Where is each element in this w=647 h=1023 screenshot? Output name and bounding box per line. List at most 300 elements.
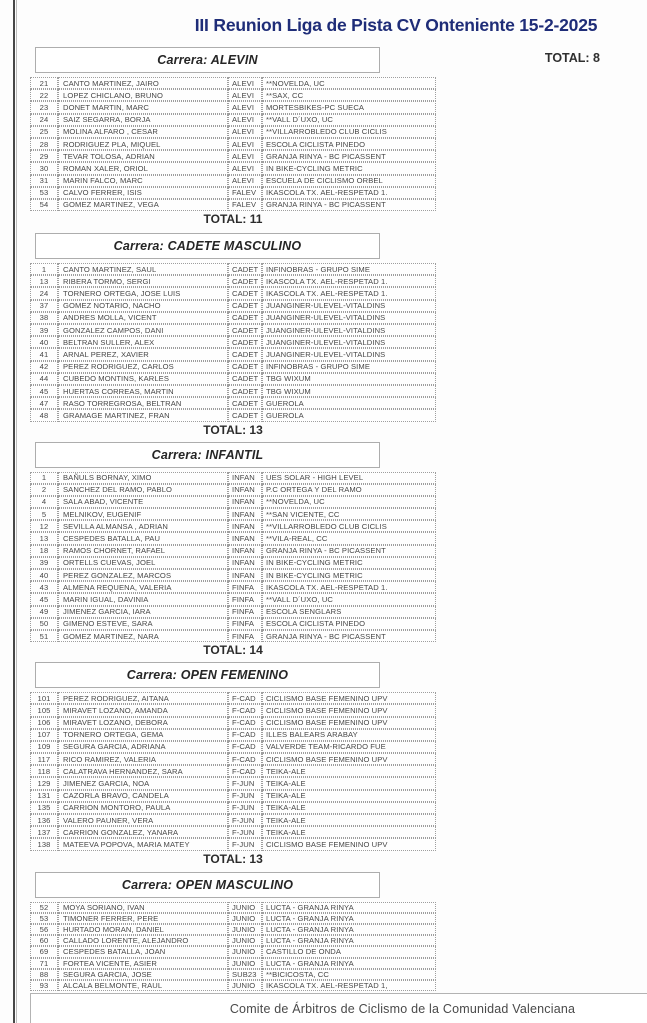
rider-number: 24 bbox=[30, 114, 58, 126]
rider-team: INFINOBRAS - GRUPO SIME bbox=[262, 263, 436, 275]
rider-name: RASO TORREGROSA, BELTRAN bbox=[58, 397, 228, 409]
section-total-label: TOTAL: 13 bbox=[203, 851, 263, 866]
rider-category: FINFA bbox=[228, 581, 262, 593]
rider-team: **NOVELDA, UC bbox=[262, 77, 436, 89]
rider-name: MATEEVA POPOVA, MARIA MATEY bbox=[58, 838, 228, 850]
rider-category: CADET bbox=[228, 324, 262, 336]
rider-team: JUANGINER-ULEVEL-VITALDINS bbox=[262, 324, 436, 336]
rider-number: 12 bbox=[30, 520, 58, 532]
rider-name: GRAMAGE MARTINEZ, FRAN bbox=[58, 409, 228, 421]
rider-team: LUCTA - GRANJA RINYA bbox=[262, 958, 436, 969]
rider-name: CANTO MARTINEZ, SAUL bbox=[58, 263, 228, 275]
rider-name: SALA ABAD, VICENTE bbox=[58, 496, 228, 508]
rider-row bbox=[30, 980, 436, 991]
race-header-label: Carrera: CADETE MASCULINO bbox=[113, 239, 302, 254]
rider-category: F-JUN bbox=[228, 802, 262, 814]
rider-number: 56 bbox=[30, 924, 58, 935]
rider-number: 52 bbox=[30, 902, 58, 913]
rider-number: 48 bbox=[30, 409, 58, 421]
rider-category: CADET bbox=[228, 336, 262, 348]
rider-name: RODRIGUEZ PLA, MIQUEL bbox=[58, 138, 228, 150]
race-header-box bbox=[35, 233, 380, 259]
rider-row bbox=[30, 496, 436, 508]
rider-number: 13 bbox=[30, 275, 58, 287]
rider-number: 42 bbox=[30, 361, 58, 373]
race-section bbox=[0, 233, 647, 435]
rider-number: 39 bbox=[30, 557, 58, 569]
footer-bar bbox=[30, 993, 647, 1023]
rider-team: IKASCOLA TX. AEL-RESPETAD 1, bbox=[262, 980, 436, 991]
rider-name: MIRAVET LOZANO, DEBORA bbox=[58, 717, 228, 729]
rider-team: P.C ORTEGA Y DEL RAMO bbox=[262, 484, 436, 496]
rider-row bbox=[30, 924, 436, 935]
rider-team: MORTESBIKES-PC SUECA bbox=[262, 101, 436, 113]
rider-row bbox=[30, 287, 436, 299]
rider-team: GRANJA RINYA - BC PICASSENT bbox=[262, 150, 436, 162]
race-header-box bbox=[35, 662, 380, 688]
rider-row bbox=[30, 324, 436, 336]
rider-row bbox=[30, 484, 436, 496]
rider-name: TORNERO ORTEGA, JOSE LUIS bbox=[58, 287, 228, 299]
rider-team: CICLISMO BASE FEMENINO UPV bbox=[262, 753, 436, 765]
document-title: III Reunion Liga de Pista CV Onteniente 15-2-2025 bbox=[194, 15, 598, 35]
rider-category: CADET bbox=[228, 275, 262, 287]
rider-name: ALCALA BELMONTE, RAUL bbox=[58, 980, 228, 991]
rider-team: **VILLARROBLEDO CLUB CICLIS bbox=[262, 520, 436, 532]
rider-name: CUBEDO MONTINS, KARLES bbox=[58, 373, 228, 385]
rider-name: SEGURA GARCIA, JOSE bbox=[58, 969, 228, 980]
rider-row bbox=[30, 741, 436, 753]
rider-team: ESCOLA CICLISTA PINEDO bbox=[262, 138, 436, 150]
rider-name: CARRION MONTORO, PAULA bbox=[58, 802, 228, 814]
rider-team: ESCOLA CICLISTA PINEDO bbox=[262, 618, 436, 630]
rider-team: **VALL D´UXO, UC bbox=[262, 114, 436, 126]
rider-number: 22 bbox=[30, 89, 58, 101]
rider-name: SANCHEZ DEL RAMO, PABLO bbox=[58, 484, 228, 496]
rider-row bbox=[30, 569, 436, 581]
race-header-label: Carrera: ALEVIN bbox=[157, 53, 258, 67]
race-header-box bbox=[35, 442, 380, 468]
rider-number: 47 bbox=[30, 397, 58, 409]
rider-category: F-CAD bbox=[228, 729, 262, 741]
rider-name: FORTEA VICENTE, ASIER bbox=[58, 958, 228, 969]
rider-team: CICLISMO BASE FEMENINO UPV bbox=[262, 704, 436, 716]
rider-team: **SAX, CC bbox=[262, 89, 436, 101]
rider-number: 106 bbox=[30, 717, 58, 729]
rider-category: FINFA bbox=[228, 618, 262, 630]
rider-category: ALEVI bbox=[228, 126, 262, 138]
rider-number: 53 bbox=[30, 187, 58, 199]
rider-name: ALMENA REQUENA, VALERIA bbox=[58, 581, 228, 593]
race-header-box bbox=[35, 872, 380, 898]
rider-name: CANTO MARTINEZ, JAIRO bbox=[58, 77, 228, 89]
rider-number: 30 bbox=[30, 162, 58, 174]
rider-name: PEREZ GONZALEZ, MARCOS bbox=[58, 569, 228, 581]
rider-name: RAMOS CHORNET, RAFAEL bbox=[58, 545, 228, 557]
rider-name: VALERO PAUNER, VERA bbox=[58, 814, 228, 826]
rider-team: **BICICOSTA, CC bbox=[262, 969, 436, 980]
rider-row bbox=[30, 581, 436, 593]
rider-number: 1 bbox=[30, 263, 58, 275]
footer-text: Comite de Árbitros de Ciclismo de la Comunidad Valenciana bbox=[229, 1002, 576, 1016]
rider-number: 71 bbox=[30, 958, 58, 969]
race-section bbox=[0, 47, 647, 225]
rider-category: JUNIO bbox=[228, 902, 262, 913]
rider-team: JUANGINER-ULEVEL-VITALDINS bbox=[262, 312, 436, 324]
scan-edge-line-light bbox=[16, 0, 17, 1023]
rider-name: CALVO FERRER, ISIS bbox=[58, 187, 228, 199]
rider-team: **NOVELDA, UC bbox=[262, 496, 436, 508]
rider-row bbox=[30, 199, 436, 211]
rider-row bbox=[30, 361, 436, 373]
rider-row bbox=[30, 348, 436, 360]
rider-number: 45 bbox=[30, 385, 58, 397]
rider-team: GRANJA RINYA - BC PICASSENT bbox=[262, 545, 436, 557]
rider-team: IKASCOLA TX. AEL-RESPETAD 1. bbox=[262, 581, 436, 593]
rider-name: SEVILLA ALMANSA , ADRIAN bbox=[58, 520, 228, 532]
rider-category: CADET bbox=[228, 385, 262, 397]
rider-category: F-JUN bbox=[228, 790, 262, 802]
rider-number: 31 bbox=[30, 175, 58, 187]
rider-row bbox=[30, 958, 436, 969]
rider-row bbox=[30, 114, 436, 126]
race-section bbox=[0, 872, 647, 992]
rider-number: 53 bbox=[30, 913, 58, 924]
rider-row bbox=[30, 162, 436, 174]
rider-team: UES SOLAR - HIGH LEVEL bbox=[262, 472, 436, 484]
rider-name: RICO RAMIREZ, VALERIA bbox=[58, 753, 228, 765]
rider-number: 41 bbox=[30, 348, 58, 360]
rider-row bbox=[30, 373, 436, 385]
rider-number: 2 bbox=[30, 484, 58, 496]
rider-row bbox=[30, 593, 436, 605]
section-total-label: TOTAL: 14 bbox=[203, 643, 263, 658]
rider-team: ESCUELA DE CICLISMO ORBEL bbox=[262, 175, 436, 187]
rider-row bbox=[30, 802, 436, 814]
rider-category: ALEVI bbox=[228, 89, 262, 101]
rider-name: GIMENO ESTEVE, SARA bbox=[58, 618, 228, 630]
rider-team: TEIKA-ALE bbox=[262, 826, 436, 838]
rider-name: LOPEZ CHICLANO, BRUNO bbox=[58, 89, 228, 101]
rider-team: CICLISMO BASE FEMENINO UPV bbox=[262, 838, 436, 850]
rider-number: 28 bbox=[30, 138, 58, 150]
rider-category: F-JUN bbox=[228, 826, 262, 838]
rider-category: F-CAD bbox=[228, 692, 262, 704]
riders-table bbox=[30, 692, 436, 850]
rider-number: 107 bbox=[30, 729, 58, 741]
rider-name: RIBERA TORMO, SERGI bbox=[58, 275, 228, 287]
rider-category: INFAN bbox=[228, 545, 262, 557]
rider-category: F-JUN bbox=[228, 777, 262, 789]
rider-row bbox=[30, 397, 436, 409]
rider-category: CADET bbox=[228, 397, 262, 409]
rider-number: 45 bbox=[30, 593, 58, 605]
rider-category: ALEVI bbox=[228, 114, 262, 126]
rider-name: PEREZ RODRIGUEZ, CARLOS bbox=[58, 361, 228, 373]
rider-name: CALATRAVA HERNANDEZ, SARA bbox=[58, 765, 228, 777]
rider-row bbox=[30, 704, 436, 716]
rider-row bbox=[30, 175, 436, 187]
rider-number: 60 bbox=[30, 935, 58, 946]
rider-number: 13 bbox=[30, 532, 58, 544]
rider-name: CARRION GONZALEZ, YANARA bbox=[58, 826, 228, 838]
rider-row bbox=[30, 618, 436, 630]
rider-category: F-CAD bbox=[228, 717, 262, 729]
rider-team: TEIKA-ALE bbox=[262, 814, 436, 826]
rider-row bbox=[30, 312, 436, 324]
rider-team: ESCOLA SENGLARS bbox=[262, 606, 436, 618]
rider-name: ANDRES MOLLA, VICENT bbox=[58, 312, 228, 324]
riders-table bbox=[30, 77, 436, 211]
rider-name: GOMEZ MARTINEZ, VEGA bbox=[58, 199, 228, 211]
rider-row bbox=[30, 409, 436, 421]
rider-name: CESPEDES BATALLA, JOAN bbox=[58, 946, 228, 957]
rider-category: FINFA bbox=[228, 593, 262, 605]
rider-category: CADET bbox=[228, 287, 262, 299]
rider-row bbox=[30, 508, 436, 520]
rider-name: GOMEZ MARTINEZ, NARA bbox=[58, 630, 228, 642]
rider-category: F-JUN bbox=[228, 814, 262, 826]
race-sections-container bbox=[0, 47, 647, 991]
rider-row bbox=[30, 138, 436, 150]
rider-row bbox=[30, 790, 436, 802]
rider-team: IN BIKE-CYCLING METRIC bbox=[262, 162, 436, 174]
rider-category: F-CAD bbox=[228, 741, 262, 753]
rider-category: CADET bbox=[228, 373, 262, 385]
rider-number: 4 bbox=[30, 496, 58, 508]
rider-number: 44 bbox=[30, 373, 58, 385]
rider-team: CASTILLO DE ONDA bbox=[262, 946, 436, 957]
rider-category: INFAN bbox=[228, 569, 262, 581]
rider-number: 40 bbox=[30, 569, 58, 581]
riders-table bbox=[30, 472, 436, 643]
rider-team: LUCTA - GRANJA RINYA bbox=[262, 924, 436, 935]
rider-row bbox=[30, 814, 436, 826]
race-header-label: Carrera: INFANTIL bbox=[151, 447, 264, 462]
rider-team: LUCTA - GRANJA RINYA bbox=[262, 902, 436, 913]
rider-category: ALEVI bbox=[228, 150, 262, 162]
rider-category: CADET bbox=[228, 263, 262, 275]
rider-category: FALEV bbox=[228, 187, 262, 199]
rider-row bbox=[30, 275, 436, 287]
rider-number: 1 bbox=[30, 472, 58, 484]
rider-team: CICLISMO BASE FEMENINO UPV bbox=[262, 717, 436, 729]
rider-name: GOMEZ NOTARIO, NACHO bbox=[58, 300, 228, 312]
rider-team: JUANGINER-ULEVEL-VITALDINS bbox=[262, 348, 436, 360]
rider-team: **VILLARROBLEDO CLUB CICLIS bbox=[262, 126, 436, 138]
rider-number: 117 bbox=[30, 753, 58, 765]
rider-number: 49 bbox=[30, 606, 58, 618]
rider-row bbox=[30, 101, 436, 113]
rider-category: FALEV bbox=[228, 199, 262, 211]
rider-team: TEIKA-ALE bbox=[262, 765, 436, 777]
rider-row bbox=[30, 753, 436, 765]
rider-name: MARIN IGUAL, DAVINIA bbox=[58, 593, 228, 605]
race-header-box bbox=[35, 47, 380, 73]
rider-number: 131 bbox=[30, 790, 58, 802]
rider-name: TIMONER FERRER, PERE bbox=[58, 913, 228, 924]
rider-row bbox=[30, 777, 436, 789]
rider-number: 37 bbox=[30, 300, 58, 312]
rider-number: 50 bbox=[30, 618, 58, 630]
rider-team: GUEROLA bbox=[262, 409, 436, 421]
rider-team: **SAN VICENTE, CC bbox=[262, 508, 436, 520]
rider-team: TBG WIXUM bbox=[262, 373, 436, 385]
rider-category: F-JUN bbox=[228, 838, 262, 850]
rider-team: VALVERDE TEAM-RICARDO FUE bbox=[262, 741, 436, 753]
top-total-label: TOTAL: 8 bbox=[544, 51, 600, 65]
rider-row bbox=[30, 385, 436, 397]
rider-team: GUEROLA bbox=[262, 397, 436, 409]
rider-category: F-CAD bbox=[228, 765, 262, 777]
rider-team: IN BIKE-CYCLING METRIC bbox=[262, 569, 436, 581]
rider-category: F-CAD bbox=[228, 704, 262, 716]
rider-row bbox=[30, 946, 436, 957]
rider-name: MOLINA ALFARO , CESAR bbox=[58, 126, 228, 138]
rider-category: FINFA bbox=[228, 630, 262, 642]
rider-team: ILLES BALEARS ARABAY bbox=[262, 729, 436, 741]
rider-row bbox=[30, 826, 436, 838]
rider-name: MOYA SORIANO, IVAN bbox=[58, 902, 228, 913]
rider-team: IKASCOLA TX. AEL-RESPETAD 1. bbox=[262, 287, 436, 299]
rider-row bbox=[30, 557, 436, 569]
rider-number: 39 bbox=[30, 324, 58, 336]
rider-number: 138 bbox=[30, 838, 58, 850]
rider-category: INFAN bbox=[228, 520, 262, 532]
rider-name: HUERTAS CORREAS, MARTIN bbox=[58, 385, 228, 397]
riders-table bbox=[30, 902, 436, 992]
rider-team: IKASCOLA TX. AEL-RESPETAD 1. bbox=[262, 187, 436, 199]
rider-number: 25 bbox=[30, 126, 58, 138]
rider-row bbox=[30, 969, 436, 980]
rider-category: INFAN bbox=[228, 508, 262, 520]
rider-name: BAÑULS BORNAY, XIMO bbox=[58, 472, 228, 484]
rider-name: CESPEDES BATALLA, PAU bbox=[58, 532, 228, 544]
rider-number: 69 bbox=[30, 946, 58, 957]
rider-number: 23 bbox=[30, 101, 58, 113]
rider-team: IN BIKE-CYCLING METRIC bbox=[262, 557, 436, 569]
rider-category: INFAN bbox=[228, 496, 262, 508]
rider-category: CADET bbox=[228, 361, 262, 373]
rider-row bbox=[30, 89, 436, 101]
rider-row bbox=[30, 532, 436, 544]
rider-category: INFAN bbox=[228, 472, 262, 484]
rider-category: FINFA bbox=[228, 606, 262, 618]
rider-name: ARNAL PEREZ, XAVIER bbox=[58, 348, 228, 360]
rider-name: JIMENEZ GARCIA, IARA bbox=[58, 606, 228, 618]
rider-row bbox=[30, 187, 436, 199]
race-section bbox=[0, 442, 647, 657]
rider-category: JUNIO bbox=[228, 946, 262, 957]
rider-name: ORTELLS CUEVAS, JOEL bbox=[58, 557, 228, 569]
rider-number: 109 bbox=[30, 741, 58, 753]
rider-number: 18 bbox=[30, 545, 58, 557]
rider-team: IKASCOLA TX. AEL-RESPETAD 1. bbox=[262, 275, 436, 287]
rider-team: JUANGINER-ULEVEL-VITALDINS bbox=[262, 336, 436, 348]
rider-category: INFAN bbox=[228, 532, 262, 544]
rider-category: JUNIO bbox=[228, 980, 262, 991]
rider-number: 29 bbox=[30, 150, 58, 162]
rider-number: 21 bbox=[30, 77, 58, 89]
rider-row bbox=[30, 692, 436, 704]
rider-number: 54 bbox=[30, 199, 58, 211]
rider-category: JUNIO bbox=[228, 958, 262, 969]
rider-row bbox=[30, 520, 436, 532]
rider-number: 51 bbox=[30, 630, 58, 642]
rider-name: MIRAVET LOZANO, AMANDA bbox=[58, 704, 228, 716]
rider-row bbox=[30, 838, 436, 850]
rider-row bbox=[30, 630, 436, 642]
rider-team: CICLISMO BASE FEMENINO UPV bbox=[262, 692, 436, 704]
rider-row bbox=[30, 765, 436, 777]
rider-category: ALEVI bbox=[228, 101, 262, 113]
rider-number: 38 bbox=[30, 312, 58, 324]
rider-row bbox=[30, 126, 436, 138]
rider-name: TORNERO ORTEGA, GEMA bbox=[58, 729, 228, 741]
rider-name: GONZALEZ CAMPOS, DANI bbox=[58, 324, 228, 336]
rider-number: 43 bbox=[30, 581, 58, 593]
rider-category: ALEVI bbox=[228, 77, 262, 89]
rider-team: TEIKA-ALE bbox=[262, 802, 436, 814]
rider-category: INFAN bbox=[228, 484, 262, 496]
rider-team: JUANGINER-ULEVEL-VITALDINS bbox=[262, 300, 436, 312]
race-header-label: Carrera: OPEN MASCULINO bbox=[121, 877, 294, 892]
rider-row bbox=[30, 935, 436, 946]
rider-team: TBG WIXUM bbox=[262, 385, 436, 397]
rider-name: CAZORLA BRAVO, CANDELA bbox=[58, 790, 228, 802]
rider-category: CADET bbox=[228, 312, 262, 324]
rider-name: PEREZ RODRIGUEZ, AITANA bbox=[58, 692, 228, 704]
riders-table bbox=[30, 263, 436, 421]
section-total-label: TOTAL: 13 bbox=[203, 422, 263, 437]
rider-number: 137 bbox=[30, 826, 58, 838]
rider-number: 136 bbox=[30, 814, 58, 826]
rider-row bbox=[30, 729, 436, 741]
rider-category: JUNIO bbox=[228, 913, 262, 924]
rider-name: MARIN FALCO, MARC bbox=[58, 175, 228, 187]
rider-row bbox=[30, 300, 436, 312]
rider-category: ALEVI bbox=[228, 162, 262, 174]
rider-row bbox=[30, 545, 436, 557]
rider-row bbox=[30, 902, 436, 913]
rider-name: DONET MARTIN, MARC bbox=[58, 101, 228, 113]
rider-name: SEGURA GARCIA, ADRIANA bbox=[58, 741, 228, 753]
rider-row bbox=[30, 77, 436, 89]
rider-row bbox=[30, 472, 436, 484]
rider-name: TEVAR TOLOSA, ADRIAN bbox=[58, 150, 228, 162]
rider-name: HURTADO MORAN, DANIEL bbox=[58, 924, 228, 935]
scan-edge-line bbox=[13, 0, 15, 1023]
race-header-label: Carrera: OPEN FEMENINO bbox=[126, 668, 289, 683]
rider-category: F-CAD bbox=[228, 753, 262, 765]
rider-category: CADET bbox=[228, 409, 262, 421]
rider-category: INFAN bbox=[228, 557, 262, 569]
section-total-label: TOTAL: 11 bbox=[203, 212, 263, 227]
rider-team: TEIKA-ALE bbox=[262, 790, 436, 802]
rider-number: 24 bbox=[30, 287, 58, 299]
rider-team: **VALL D´UXO, UC bbox=[262, 593, 436, 605]
rider-team: GRANJA RINYA - BC PICASSENT bbox=[262, 630, 436, 642]
rider-category: CADET bbox=[228, 348, 262, 360]
rider-name: CALLADO LORENTE, ALEJANDRO bbox=[58, 935, 228, 946]
rider-name: ROMAN XALER, ORIOL bbox=[58, 162, 228, 174]
race-section bbox=[0, 662, 647, 864]
rider-name: JIMENEZ GARCIA, NOA bbox=[58, 777, 228, 789]
rider-team: TEIKA-ALE bbox=[262, 777, 436, 789]
rider-row bbox=[30, 717, 436, 729]
rider-team: GRANJA RINYA - BC PICASSENT bbox=[262, 199, 436, 211]
rider-number: 93 bbox=[30, 980, 58, 991]
